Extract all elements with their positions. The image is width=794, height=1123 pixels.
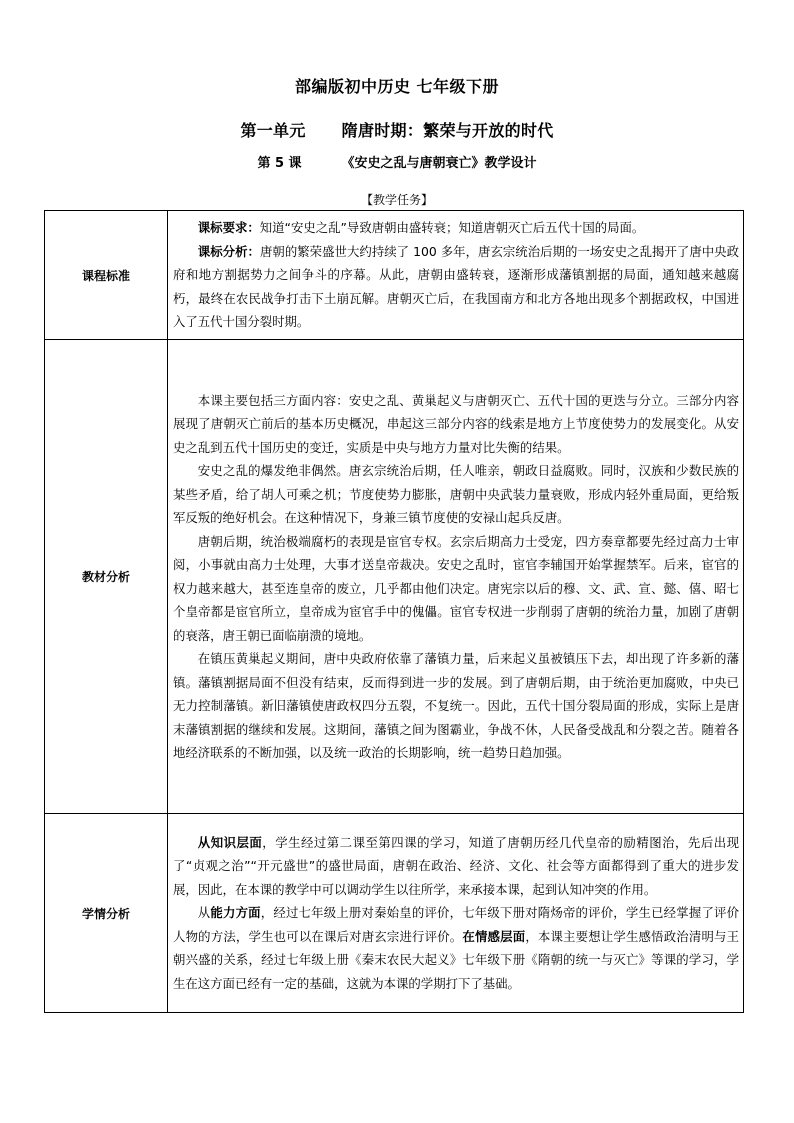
row-label-curriculum: 课程标准 xyxy=(45,211,168,340)
lesson-heading xyxy=(0,152,794,171)
textbook-paragraph: 唐朝后期，统治极端腐朽的表现是宦官专权。玄宗后期高力士受宠，四方奏章都要先经过高力士审阅，小事就由高力士处理，大事才送皇帝裁决。安史之乱时，宦官李辅国开始掌握禁军。后来，宦官的权力越来越大，甚至连皇帝的废立，几乎都由他们决定。唐宪宗以后的穆、文、武、宣、懿、僖、昭七个皇帝都是宦官所立，皇帝成为宦官手中的傀儡。宦官专权进一步削弱了唐朝的统治力量，加剧了唐朝的衰落，唐王朝已面临崩溃的境地。 xyxy=(173,533,739,643)
table-row xyxy=(45,340,744,814)
student-ability-paragraph xyxy=(173,901,739,995)
curriculum-requirement-text: 知道“安史之乱”导致唐朝由盛转衰；知道唐朝灭亡后五代十国的局面。 xyxy=(259,220,645,236)
row-content-textbook xyxy=(168,340,744,814)
student-knowledge-lead: 从知识层面 xyxy=(197,834,263,850)
row-content-curriculum xyxy=(168,211,744,340)
curriculum-analysis-lead: 课标分析： xyxy=(197,243,260,259)
student-knowledge-paragraph xyxy=(173,831,739,902)
student-knowledge-text: ，学生经过第二课至第四课的学习，知道了唐朝历经几代皇帝的励精图治，先后出现了“贞观之治”“开元盛世”的盛世局面，唐朝在政治、经济、文化、社会等方面都得到了重大的进步发展，因此，在本课的教学中可以调动学生以往所学，来承接本课，起到认知冲突的作用。 xyxy=(173,834,740,897)
curriculum-requirement-lead: 课标要求： xyxy=(197,220,260,236)
row-label-student: 学情分析 xyxy=(45,814,168,1013)
textbook-paragraph: 本课主要包括三方面内容：安史之乱、黄巢起义与唐朝灭亡、五代十国的更迭与分立。三部分内容展现了唐朝灭亡前后的基本历史概况，串起这三部分内容的线索是地方上节度使势力的发展变化。从安史之乱到五代十国历史的变迁，实质是中央与地方力量对比失衡的结果。 xyxy=(173,392,739,455)
unit-label: 第一单元 xyxy=(240,121,306,140)
student-ability-prefix: 从 xyxy=(197,905,211,921)
lesson-title: 《安史之乱与唐朝衰亡》教学设计 xyxy=(341,156,537,171)
textbook-paragraph: 安史之乱的爆发绝非偶然。唐玄宗统治后期，任人唯亲，朝政日益腐败。同时，汉族和少数民族的某些矛盾，给了胡人可乘之机；节度使势力膨胀，唐朝中央武装力量衰败，形成内轻外重局面，更给叛军反叛的绝好机会。在这种情况下，身兼三镇节度使的安禄山起兵反唐。 xyxy=(173,463,739,525)
document-title: 部编版初中历史 七年级下册 xyxy=(294,77,500,96)
lesson-label: 第 5 课 xyxy=(257,156,302,171)
textbook-paragraph: 在镇压黄巢起义期间，唐中央政府依靠了藩镇力量，后来起义虽被镇压下去，却出现了许多新的藩镇。藩镇割据局面不但没有结束，反而得到进一步的发展。到了唐朝后期，由于统治更加腐败，中央已无力控制藩镇。新旧藩镇使唐政权四分五裂，不复统一。因此，五代十国分裂局面的形成，实际上是唐末藩镇割据的继续和发展。这期间，藩镇之间为图霸业，争战不休，人民备受战乱和分裂之苦。随着各地经济联系的不断加强，以及统一政治的长期影响，统一趋势日趋加强。 xyxy=(173,651,739,760)
student-ability-text: ，经过七年级上册对秦始皇的评价，七年级下册对隋炀帝的评价，学生已经掌握了评价人物的方法，学生也可以在课后对唐玄宗进行评价。 xyxy=(173,905,740,944)
unit-heading xyxy=(0,118,794,141)
row-content-student xyxy=(168,814,744,1013)
curriculum-requirement xyxy=(173,216,739,240)
student-emotion-text: ，本课主要想让学生感悟政治清明与王朝兴盛的关系，经过七年级上册《秦末农民大起义》七年级下册《隋朝的统一与灭亡》等课的学习，学生在这方面已经有一定的基础，这就为本课的学期打下了基础。 xyxy=(173,928,740,991)
table-row xyxy=(45,211,744,340)
teaching-task-table xyxy=(44,210,744,1013)
row-label-textbook: 教材分析 xyxy=(45,340,168,814)
table-row xyxy=(45,814,744,1013)
student-ability-lead: 能力方面 xyxy=(210,905,261,921)
unit-title: 隋唐时期：繁荣与开放的时代 xyxy=(341,121,554,140)
curriculum-analysis-text: 唐朝的繁荣盛世大约持续了 100 多年，唐玄宗统治后期的一场安史之乱揭开了唐中央政府和地方割据势力之间争斗的序幕。从此，唐朝由盛转衰，逐渐形成藩镇割据的局面，通知越来越腐朽，最终在农民战争打击下土崩瓦解。唐朝灭亡后，在我国南方和北方各地出现多个割据政权，中国进入了五代十国分裂时期。 xyxy=(173,243,740,330)
section-heading: 【教学任务】 xyxy=(360,193,433,207)
student-emotion-lead: 在情感层面 xyxy=(462,928,526,944)
curriculum-analysis xyxy=(173,240,739,334)
